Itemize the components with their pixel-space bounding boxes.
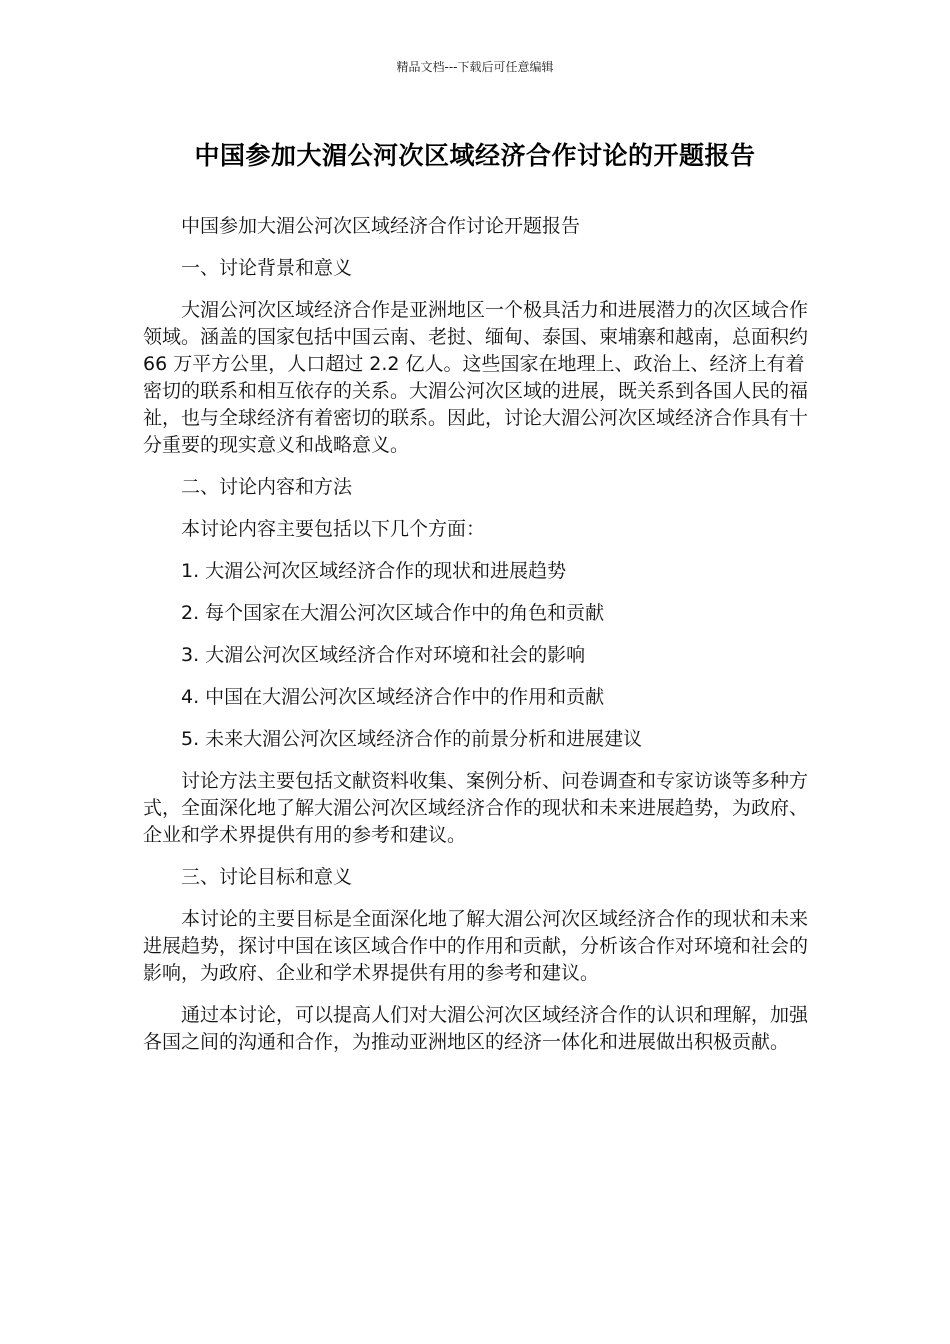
list-item: 2. 每个国家在大湄公河次区域合作中的角色和贡献: [181, 602, 605, 624]
list-item: 3. 大湄公河次区域经济合作对环境和社会的影响: [181, 644, 586, 666]
list-item: 4. 中国在大湄公河次区域经济合作中的作用和贡献: [181, 686, 605, 708]
content-intro-paragraph: 本讨论内容主要包括以下几个方面：: [181, 518, 486, 540]
document-body: [143, 213, 809, 1071]
page-header: 精品文档---下载后可任意编辑: [396, 60, 554, 74]
section-heading-goals: 三、讨论目标和意义: [181, 866, 353, 888]
list-item: 1. 大湄公河次区域经济合作的现状和进展趋势: [181, 560, 567, 582]
list-item: 5. 未来大湄公河次区域经济合作的前景分析和进展建议: [181, 728, 643, 750]
method-paragraph: 讨论方法主要包括文献资料收集、案例分析、问卷调查和专家访谈等多种方式，全面深化地了解大湄公河次区域经济合作的现状和未来进展趋势，为政府、企业和学术界提供有用的参考和建议。: [143, 770, 809, 846]
section-heading-background: 一、讨论背景和意义: [181, 257, 353, 279]
background-paragraph: 大湄公河次区域经济合作是亚洲地区一个极具活力和进展潜力的次区域合作领域。涵盖的国家包括中国云南、老挝、缅甸、泰国、柬埔寨和越南，总面积约 66 万平方公里，人口超过 2.2 亿人。这些国家在地理上、政治上、经济上有着密切的联系和相互依存的关系。大湄公河次区域的进展，既关系到各国人民的福祉，也与全球经济有着密切的联系。因此，讨论大湄公河次区域经济合作具有十分重要的现实意义和战略意义。: [143, 299, 809, 456]
conclusion-paragraph: 通过本讨论，可以提高人们对大湄公河次区域经济合作的认识和理解，加强各国之间的沟通和合作，为推动亚洲地区的经济一体化和进展做出积极贡献。: [143, 1004, 809, 1053]
section-heading-content-method: 二、讨论内容和方法: [181, 476, 353, 498]
subtitle-paragraph: 中国参加大湄公河次区域经济合作讨论开题报告: [181, 215, 581, 237]
goals-paragraph: 本讨论的主要目标是全面深化地了解大湄公河次区域经济合作的现状和未来进展趋势，探讨中国在该区域合作中的作用和贡献，分析该合作对环境和社会的影响，为政府、企业和学术界提供有用的参考和建议。: [143, 908, 809, 984]
document-title: 中国参加大湄公河次区域经济合作讨论的开题报告: [194, 141, 756, 170]
